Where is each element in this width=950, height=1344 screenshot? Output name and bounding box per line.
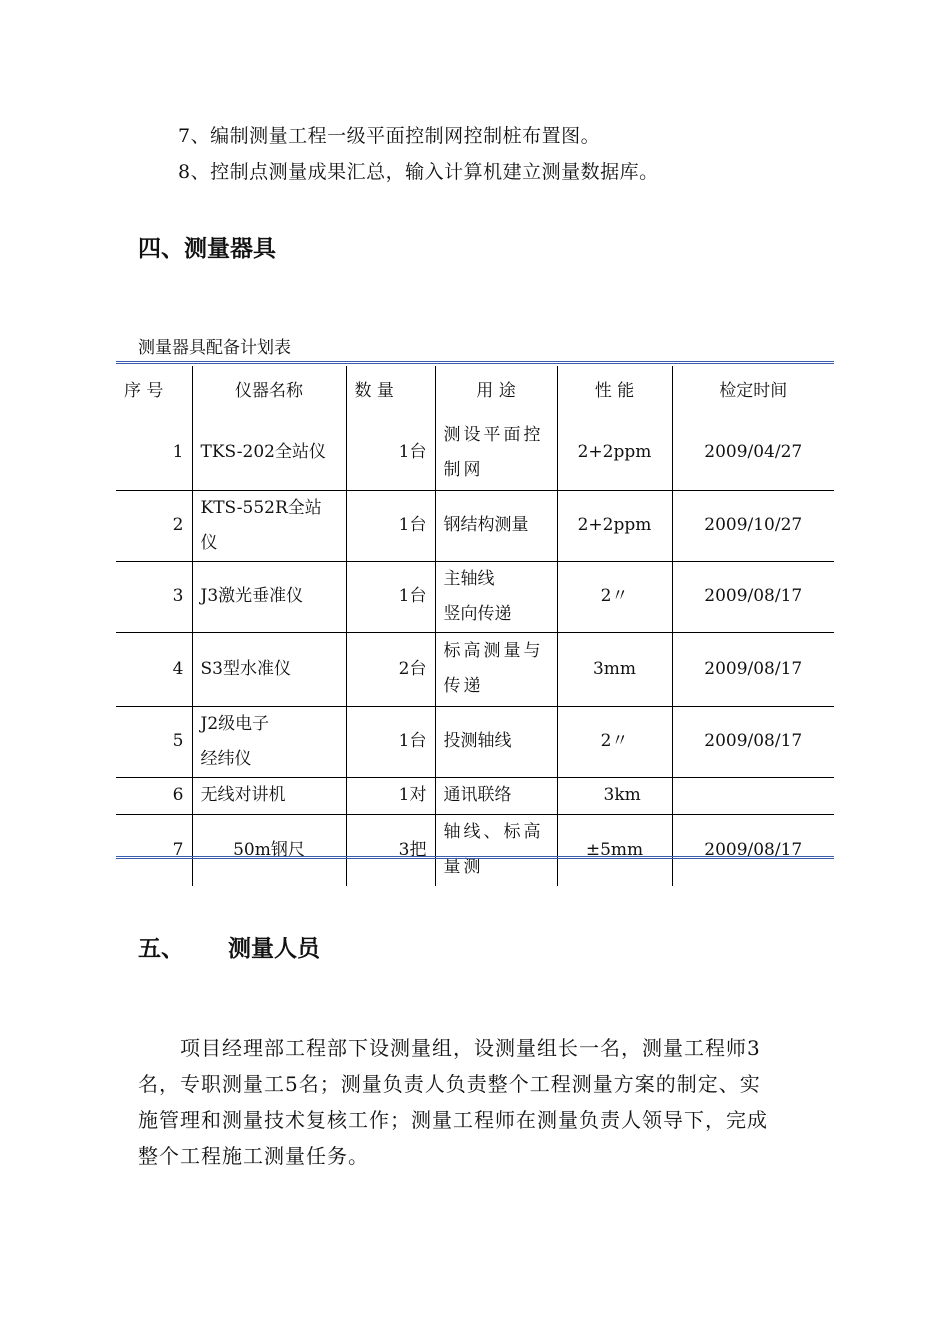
cell-use-line: 标高测量与 xyxy=(443,641,544,661)
cell-no: 7 xyxy=(172,839,184,860)
section-heading-personnel xyxy=(138,934,320,964)
cell-use-line: 主轴线 xyxy=(443,568,495,589)
cell-use xyxy=(435,416,557,490)
cell-no: 6 xyxy=(116,777,192,814)
cell-performance: 3km xyxy=(557,777,672,814)
cell-use xyxy=(435,490,557,561)
section-heading-number: 五、 xyxy=(138,936,184,962)
header-performance: 性 能 xyxy=(557,366,672,416)
cell-date: 2009/08/17 xyxy=(672,706,834,777)
table-header-row xyxy=(116,366,834,416)
list-item-8: 8、控制点测量成果汇总，输入计算机建立测量数据库。 xyxy=(178,161,659,183)
cell-name-line: S3型水准仪 xyxy=(200,658,291,679)
cell-date: 2009/10/27 xyxy=(672,490,834,561)
header-use: 用 途 xyxy=(435,366,557,416)
cell-name xyxy=(192,632,346,706)
paragraph-line: 项目经理部工程部下设测量组，设测量组长一名，测量工程师3 xyxy=(180,1036,761,1060)
cell-name xyxy=(192,416,346,490)
cell-use-line: 制网 xyxy=(443,459,484,480)
table-bottom-rule xyxy=(116,856,834,859)
section-heading-equipment: 四、测量器具 xyxy=(138,236,276,262)
cell-date: 2009/08/17 xyxy=(672,632,834,706)
cell-qty: 1台 xyxy=(346,561,435,632)
cell-performance: ±5mm xyxy=(557,814,672,886)
cell-name xyxy=(192,777,346,814)
cell-use xyxy=(435,706,557,777)
cell-no: 2 xyxy=(116,490,192,561)
cell-use-line: 轴线、标高 xyxy=(443,822,544,843)
cell-performance: 2+2ppm xyxy=(557,490,672,561)
cell-name-line: J2级电子 xyxy=(200,713,270,734)
table-row xyxy=(116,777,834,814)
equipment-table xyxy=(116,366,834,886)
section-heading-text: 测量人员 xyxy=(228,936,320,962)
header-no: 序 号 xyxy=(124,380,164,401)
cell-name-line: 无线对讲机 xyxy=(200,785,286,805)
cell-no: 4 xyxy=(116,632,192,706)
table-row xyxy=(116,561,834,632)
cell-qty: 1对 xyxy=(346,777,435,814)
table-row xyxy=(116,706,834,777)
table-row xyxy=(116,632,834,706)
cell-use-line: 量测 xyxy=(443,857,484,878)
cell-performance: 3mm xyxy=(557,632,672,706)
header-qty: 数 量 xyxy=(346,366,435,416)
cell-date xyxy=(672,777,834,814)
cell-use-line: 测设平面控 xyxy=(443,424,544,445)
cell-qty: 3把 xyxy=(346,814,435,886)
cell-no: 1 xyxy=(116,416,192,490)
header-name: 仪器名称 xyxy=(192,366,346,416)
cell-qty: 2台 xyxy=(346,632,435,706)
table-row xyxy=(116,416,834,490)
table-top-rule xyxy=(116,361,834,364)
cell-use-line: 投测轴线 xyxy=(443,731,512,751)
cell-name-line: J3激光垂准仪 xyxy=(200,586,304,606)
paragraph-line: 施管理和测量技术复核工作；测量工程师在测量负责人领导下，完成 xyxy=(138,1108,768,1132)
list-item-7: 7、编制测量工程一级平面控制网控制桩布置图。 xyxy=(178,125,601,147)
cell-use-line: 竖向传递 xyxy=(443,603,512,624)
cell-no: 5 xyxy=(116,706,192,777)
cell-name xyxy=(192,706,346,777)
table-row xyxy=(116,490,834,561)
cell-use xyxy=(435,632,557,706)
personnel-paragraph xyxy=(138,1030,818,1174)
table-caption: 测量器具配备计划表 xyxy=(138,338,291,358)
cell-name-line: 50m钢尺 xyxy=(233,839,305,860)
cell-name-line: KTS-552R全站仪 xyxy=(200,497,322,553)
cell-qty: 1台 xyxy=(346,416,435,490)
cell-performance: 2〃 xyxy=(557,706,672,777)
cell-use xyxy=(435,561,557,632)
cell-use-line: 通讯联络 xyxy=(443,785,512,805)
cell-qty: 1台 xyxy=(346,490,435,561)
cell-qty: 1台 xyxy=(346,706,435,777)
cell-date: 2009/08/17 xyxy=(672,814,834,886)
cell-performance: 2〃 xyxy=(557,561,672,632)
cell-use xyxy=(435,777,557,814)
paragraph-line: 整个工程施工测量任务。 xyxy=(138,1144,369,1168)
cell-use xyxy=(435,814,557,886)
header-calibration-date: 检定时间 xyxy=(672,366,834,416)
cell-name xyxy=(192,490,346,561)
cell-name xyxy=(192,561,346,632)
cell-name xyxy=(192,814,346,886)
cell-date: 2009/08/17 xyxy=(672,561,834,632)
cell-date: 2009/04/27 xyxy=(672,416,834,490)
cell-use-line: 钢结构测量 xyxy=(443,515,529,535)
cell-use-line: 传递 xyxy=(443,676,484,696)
cell-performance: 2+2ppm xyxy=(557,416,672,490)
cell-no: 3 xyxy=(116,561,192,632)
paragraph-line: 名，专职测量工5名；测量负责人负责整个工程测量方案的制定、实 xyxy=(138,1072,761,1096)
table-row xyxy=(116,814,834,886)
cell-name-line: TKS-202全站仪 xyxy=(200,442,326,463)
cell-name-line: 经纬仪 xyxy=(200,748,252,769)
